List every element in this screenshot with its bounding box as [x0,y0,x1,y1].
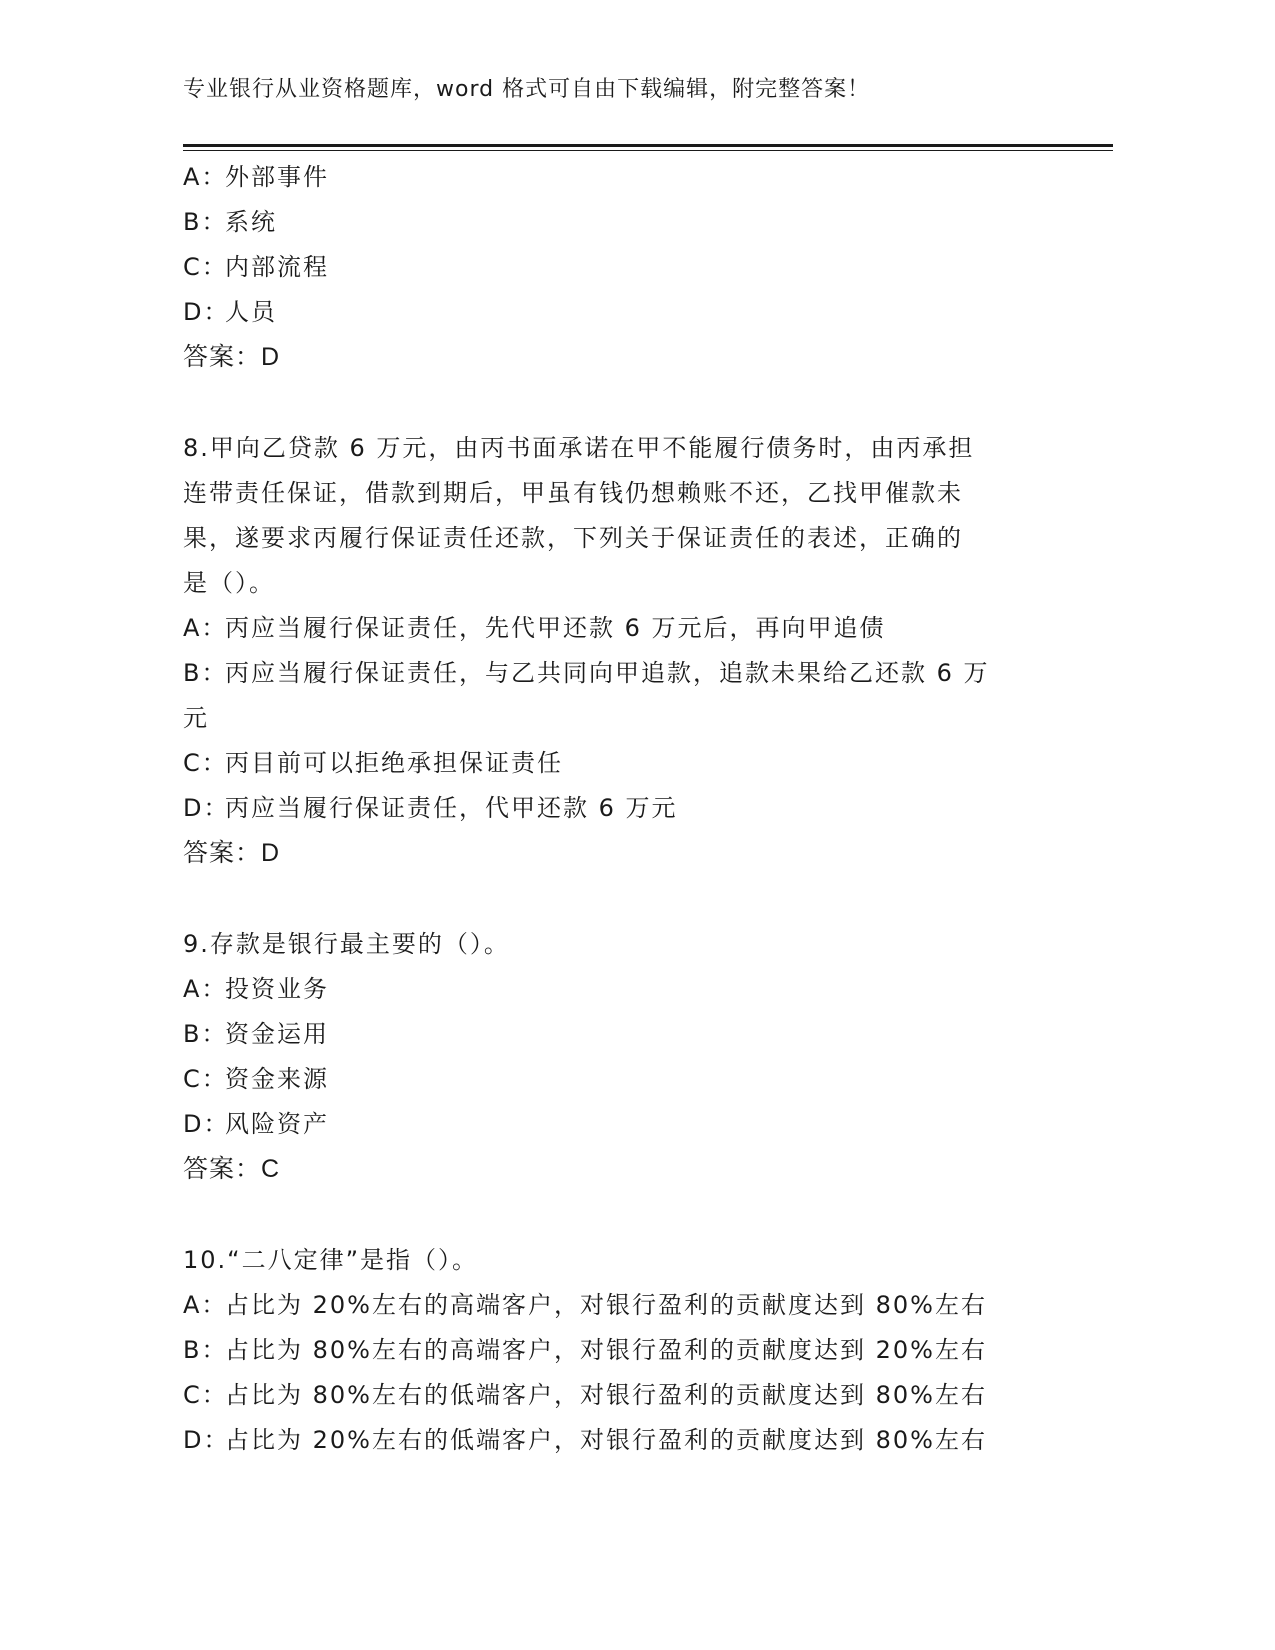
answer-line: 答案：D [183,839,281,867]
option-a: A：外部事件 [183,163,329,191]
question-stem-line: 9.存款是银行最主要的（）。 [183,930,510,958]
header-rule-thin [183,150,1113,151]
question-content [183,155,1043,1463]
option-b: B：占比为 80%左右的高端客户，对银行盈利的贡献度达到 20%左右 [183,1336,987,1364]
question-stem-line: 果，遂要求丙履行保证责任还款，下列关于保证责任的表述，正确的 [183,524,963,552]
option-c: C：资金来源 [183,1065,329,1093]
option-a: A：占比为 20%左右的高端客户，对银行盈利的贡献度达到 80%左右 [183,1291,987,1319]
option-d: D：人员 [183,298,277,326]
question-8 [183,426,1043,876]
question-stem-line: 10.“二八定律”是指（）。 [183,1246,479,1274]
question-7-tail [183,155,1043,380]
answer-line: 答案：C [183,1155,281,1183]
option-b: B：丙应当履行保证责任，与乙共同向甲追款，追款未果给乙还款 6 万 [183,659,990,687]
option-a: A：投资业务 [183,975,329,1003]
option-b-wrap: 元 [183,704,209,732]
option-b: B：系统 [183,208,277,236]
question-stem-line: 是（）。 [183,569,275,597]
answer-line: 答案：D [183,343,281,371]
page-header-text: 专业银行从业资格题库，word 格式可自由下载编辑，附完整答案！ [183,77,871,102]
option-c: C：丙目前可以拒绝承担保证责任 [183,749,563,777]
question-10 [183,1238,1043,1463]
option-d: D：风险资产 [183,1110,329,1138]
option-a: A：丙应当履行保证责任，先代甲还款 6 万元后，再向甲追债 [183,614,886,642]
question-stem-line: 8.甲向乙贷款 6 万元，由丙书面承诺在甲不能履行债务时，由丙承担 [183,434,975,462]
option-d: D：占比为 20%左右的低端客户，对银行盈利的贡献度达到 80%左右 [183,1426,987,1454]
option-c: C：内部流程 [183,253,329,281]
option-b: B：资金运用 [183,1020,329,1048]
question-9 [183,922,1043,1192]
question-stem-line: 连带责任保证，借款到期后，甲虽有钱仍想赖账不还，乙找甲催款未 [183,479,963,507]
header-rule-thick [183,144,1113,147]
option-c: C：占比为 80%左右的低端客户，对银行盈利的贡献度达到 80%左右 [183,1381,987,1409]
option-d: D：丙应当履行保证责任，代甲还款 6 万元 [183,794,678,822]
